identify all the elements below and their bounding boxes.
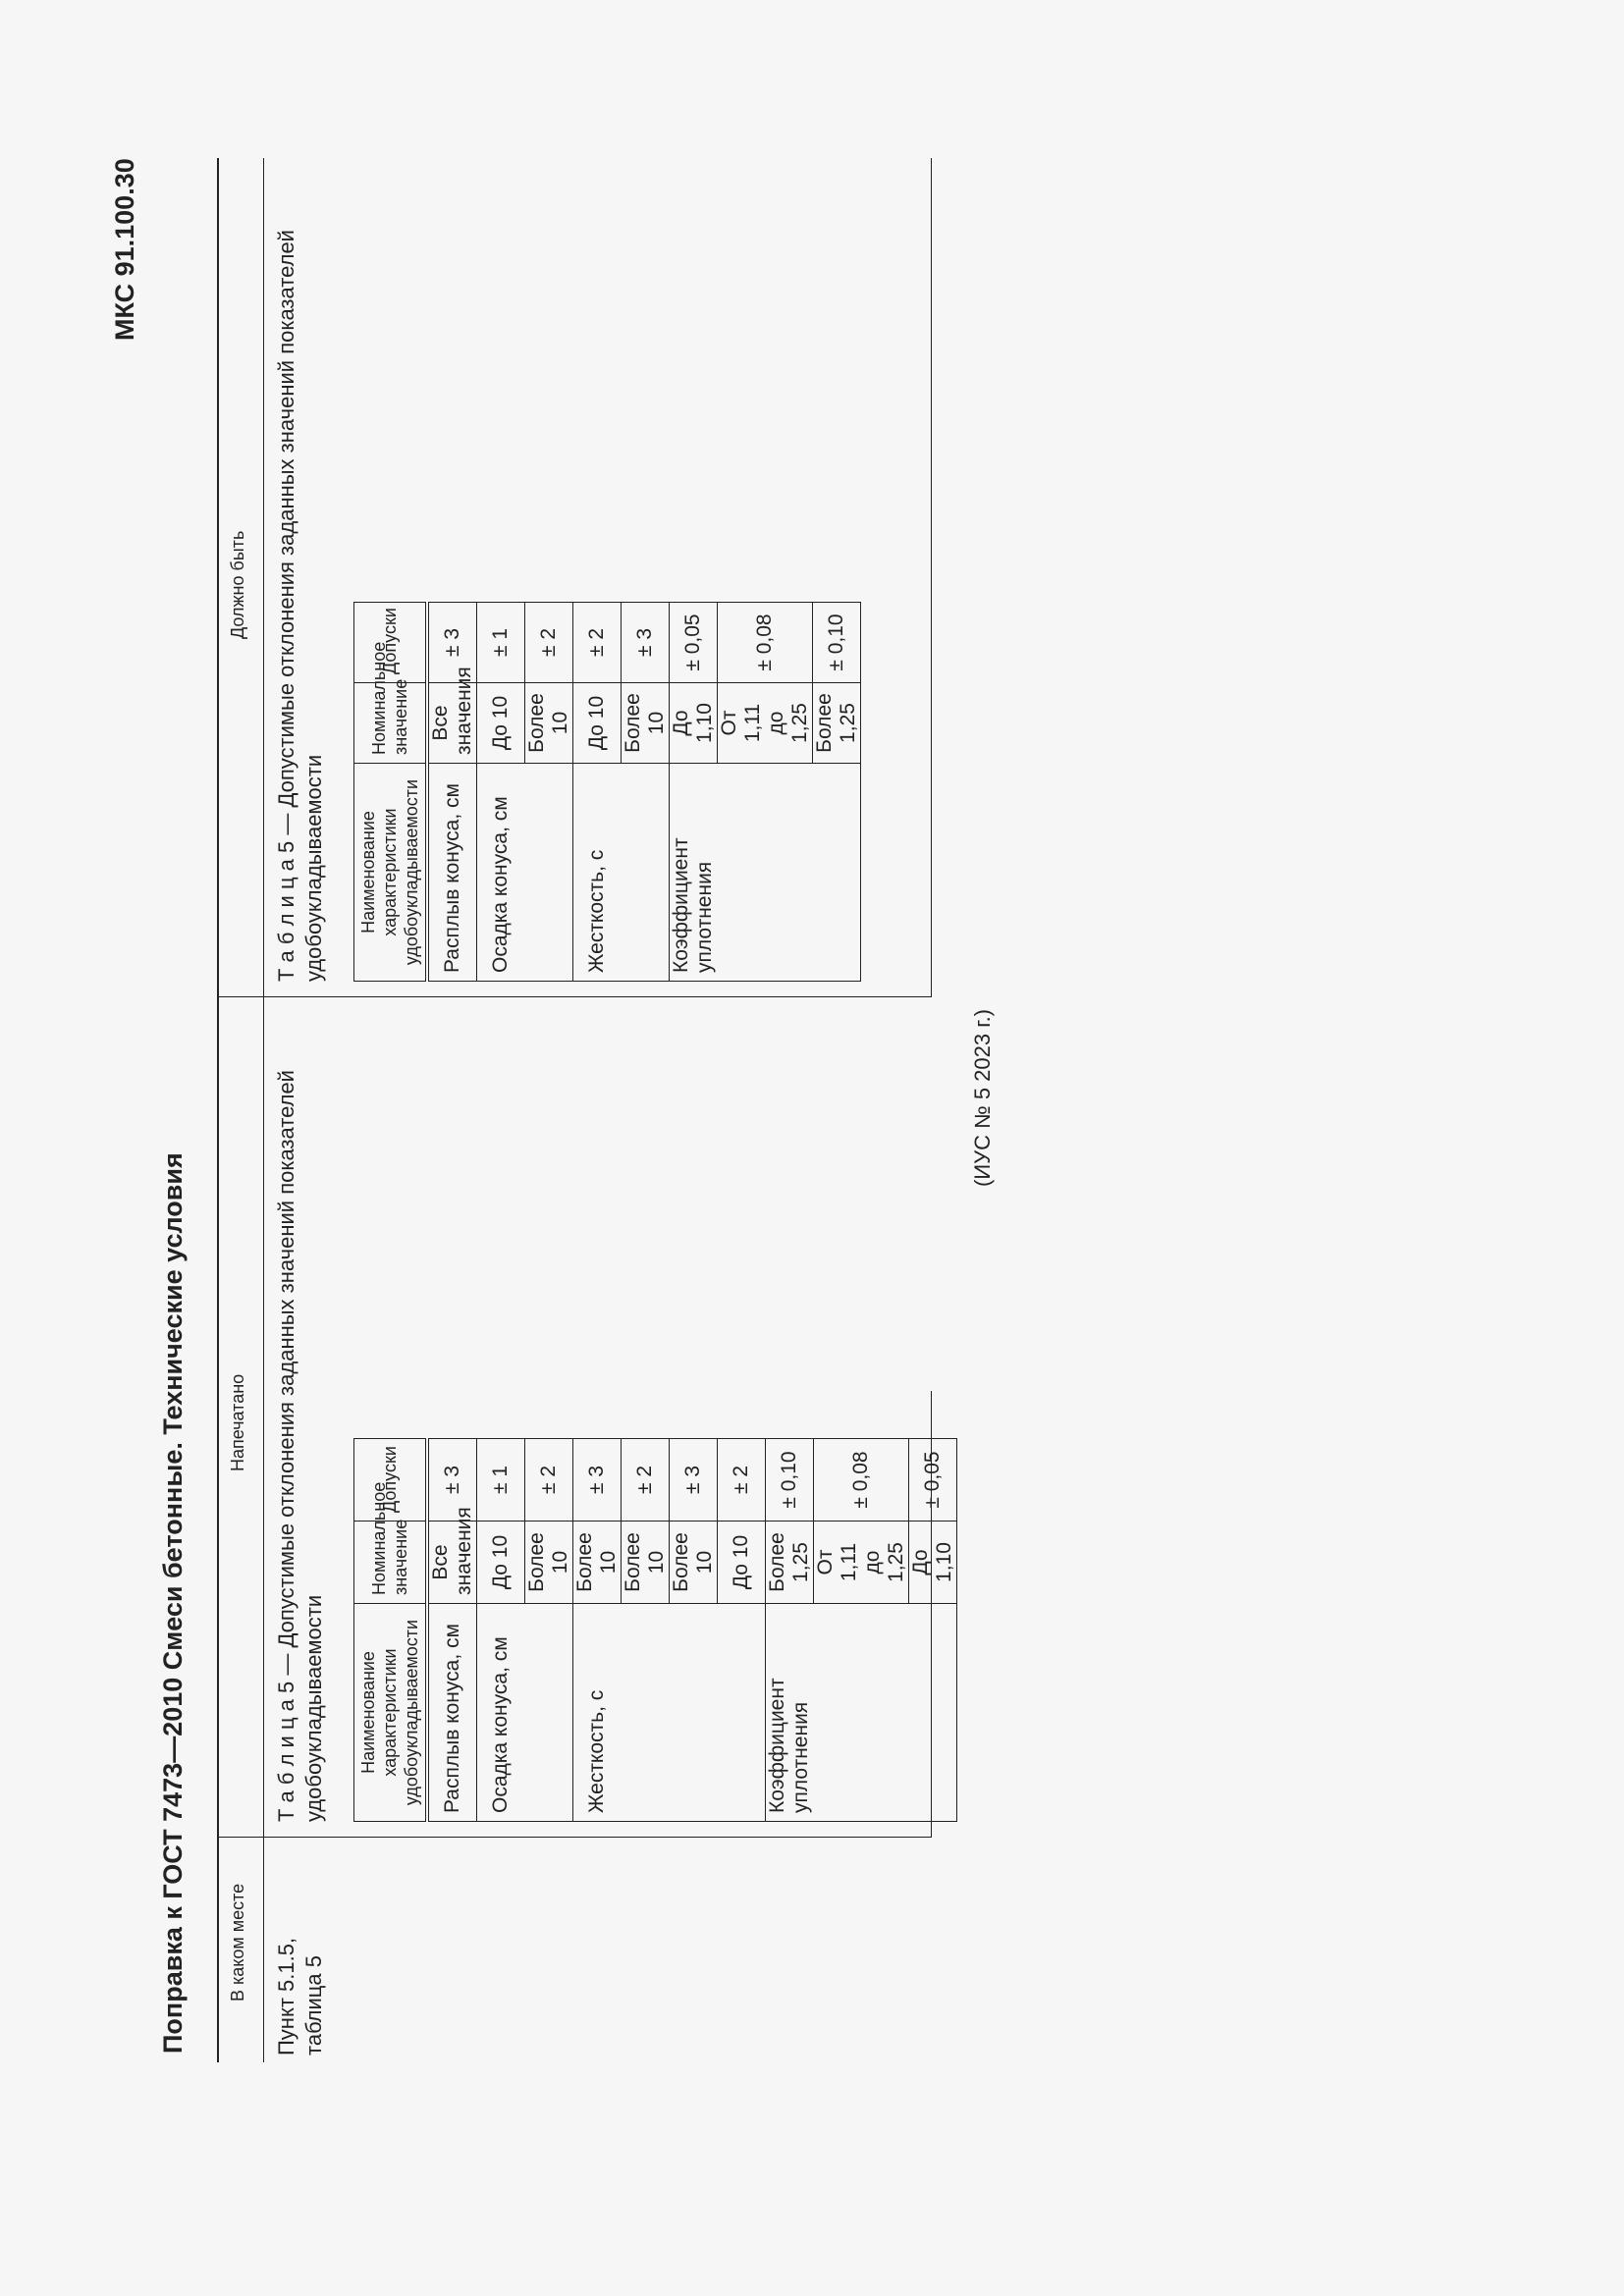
table-header-cell: Допуски <box>354 1439 428 1522</box>
characteristic-name-cell: Осадка конуса, см <box>477 764 525 982</box>
printed-caption: Т а б л и ц а 5 — Допустимые отклонения заданных значений показателей удобоукладываемости <box>274 1070 326 1822</box>
nominal-value-cell: До 10 <box>718 1522 766 1604</box>
tolerance-cell: ± 2 <box>622 1439 670 1522</box>
nominal-value-cell: Более 10 <box>525 1522 573 1604</box>
frame-header-rule <box>263 158 264 2062</box>
table-row <box>718 603 813 982</box>
tolerance-cell: ± 2 <box>525 1439 573 1522</box>
table-header-cell: Наименование характеристики удобоукладываемости <box>354 1604 428 1822</box>
table-row <box>477 1439 525 1822</box>
nominal-value-cell: До 10 <box>477 1522 525 1604</box>
characteristic-name-cell: Коэффициент уплотнения <box>766 1604 814 1822</box>
table-row <box>525 1439 573 1822</box>
column-divider-2 <box>217 996 931 997</box>
nominal-value-cell: Более 10 <box>622 683 670 764</box>
table-header-cell: Номинальное значение <box>354 1522 428 1604</box>
table-row <box>670 1439 718 1822</box>
table-header-cell: Наименование характеристики удобоукладываемости <box>354 764 428 982</box>
table-header-row <box>354 603 428 982</box>
characteristic-name-cell: Жесткость, с <box>573 764 622 982</box>
characteristic-name-cell <box>718 1604 766 1822</box>
nominal-value-cell: Более 10 <box>622 1522 670 1604</box>
nominal-value-cell: Более 10 <box>525 683 573 764</box>
nominal-value-cell: От 1,11 до 1,25 <box>718 683 813 764</box>
frame-bottom-rule-should-be <box>931 158 932 997</box>
column-header-printed: Напечатано <box>228 1373 247 1471</box>
frame-top-rule <box>217 158 219 2062</box>
table-row <box>766 1439 814 1822</box>
table-row <box>814 1439 909 1822</box>
characteristic-name-cell: Жесткость, с <box>573 1604 622 1822</box>
nominal-value-cell: До 10 <box>477 683 525 764</box>
table-row <box>427 1439 477 1822</box>
table-header-row <box>354 1439 428 1822</box>
characteristic-name-cell: Коэффициент уплотнения <box>670 764 718 982</box>
tolerance-cell: ± 0,05 <box>909 1439 957 1522</box>
tolerance-cell: ± 0,05 <box>670 603 718 683</box>
nominal-value-cell: Все значения <box>427 683 477 764</box>
ius-reference: (ИУС № 5 2023 г.) <box>970 1008 995 1187</box>
nominal-value-cell: Более 1,25 <box>813 683 861 764</box>
characteristic-name-cell <box>622 764 670 982</box>
tolerance-cell: ± 1 <box>477 1439 525 1522</box>
characteristic-name-cell <box>813 764 861 982</box>
characteristic-name-cell <box>525 764 573 982</box>
tolerance-cell: ± 0,10 <box>813 603 861 683</box>
column-header-should-be: Должно быть <box>228 530 247 639</box>
table-row <box>670 603 718 982</box>
tolerance-cell: ± 0,10 <box>766 1439 814 1522</box>
table-row <box>427 603 477 982</box>
characteristic-name-cell <box>814 1604 909 1822</box>
characteristic-name-cell: Расплыв конуса, см <box>427 764 477 982</box>
table-row <box>573 1439 622 1822</box>
nominal-value-cell: Более 10 <box>573 1522 622 1604</box>
tolerance-cell: ± 3 <box>427 603 477 683</box>
table-row <box>718 1439 766 1822</box>
should-be-table <box>353 602 861 982</box>
nominal-value-cell: Более 10 <box>670 1522 718 1604</box>
characteristic-name-cell: Осадка конуса, см <box>477 1604 525 1822</box>
document-title: Поправка к ГОСТ 7473—2010 Смеси бетонные. Технические условия <box>158 1152 188 2054</box>
tolerance-cell: ± 2 <box>573 603 622 683</box>
characteristic-name-cell <box>718 764 813 982</box>
nominal-value-cell: Все значения <box>427 1522 477 1604</box>
characteristic-name-cell <box>622 1604 670 1822</box>
table-row <box>477 603 525 982</box>
mks-code: МКС 91.100.30 <box>110 158 139 341</box>
tolerance-cell: ± 2 <box>718 1439 766 1522</box>
characteristic-name-cell <box>525 1604 573 1822</box>
table-row <box>525 603 573 982</box>
table-row <box>573 603 622 982</box>
tolerance-cell: ± 0,08 <box>718 603 813 683</box>
characteristic-name-cell <box>670 1604 718 1822</box>
nominal-value-cell: До 10 <box>573 683 622 764</box>
nominal-value-cell: До 1,10 <box>670 683 718 764</box>
table-row <box>909 1439 957 1822</box>
table-header-cell: Номинальное значение <box>354 683 428 764</box>
tolerance-cell: ± 3 <box>670 1439 718 1522</box>
column-header-place: В каком месте <box>228 1883 247 2002</box>
tolerance-cell: ± 0,08 <box>814 1439 909 1522</box>
characteristic-name-cell: Расплыв конуса, см <box>427 1604 477 1822</box>
nominal-value-cell: Более 1,25 <box>766 1522 814 1604</box>
tolerance-cell: ± 3 <box>427 1439 477 1522</box>
tolerance-cell: ± 2 <box>525 603 573 683</box>
tolerance-cell: ± 3 <box>573 1439 622 1522</box>
table-row <box>622 1439 670 1822</box>
table-row <box>813 603 861 982</box>
should-be-caption: Т а б л и ц а 5 — Допустимые отклонения заданных значений показателей удобоукладываемости <box>274 230 326 982</box>
printed-table <box>353 1438 957 1822</box>
table-header-cell: Допуски <box>354 603 428 683</box>
place-text: Пункт 5.1.5, таблица 5 <box>274 1937 326 2056</box>
nominal-value-cell: До 1,10 <box>909 1522 957 1604</box>
table-row <box>622 603 670 982</box>
tolerance-cell: ± 3 <box>622 603 670 683</box>
nominal-value-cell: От 1,11 до 1,25 <box>814 1522 909 1604</box>
characteristic-name-cell <box>909 1604 957 1822</box>
column-divider-1 <box>217 1837 931 1838</box>
tolerance-cell: ± 1 <box>477 603 525 683</box>
